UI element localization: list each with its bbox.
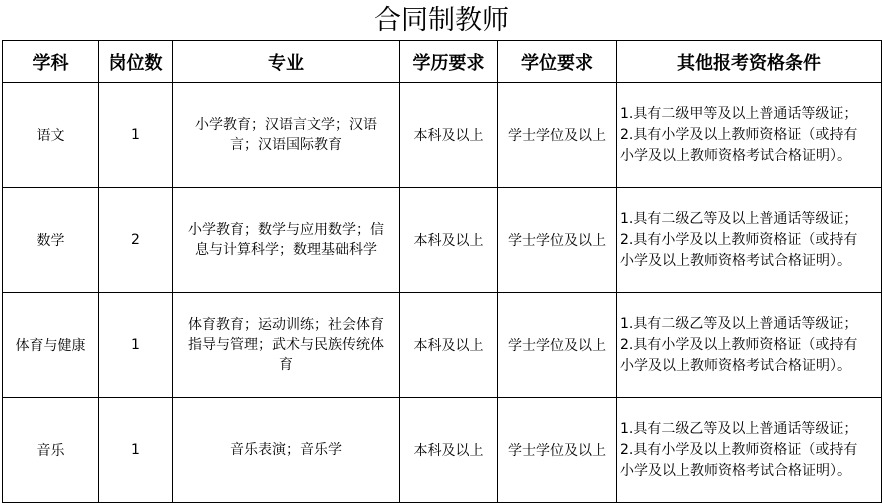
- education-cell: 本科及以上: [400, 83, 498, 188]
- condition-line: 小学及以上教师资格考试合格证明）。: [620, 252, 851, 269]
- degree-cell: 学士学位及以上: [498, 398, 617, 503]
- conditions-cell: [617, 398, 882, 503]
- positions-cell: 1: [99, 293, 173, 398]
- header-positions: 岗位数: [99, 41, 173, 83]
- header-conditions: 其他报考资格条件: [617, 41, 882, 83]
- condition-line: 小学及以上教师资格考试合格证明）。: [620, 357, 851, 374]
- condition-line: 2.具有小学及以上教师资格证（或持有: [620, 336, 858, 353]
- education-cell: 本科及以上: [400, 188, 498, 293]
- major-cell: 体育教育；运动训练；社会体育指导与管理；武术与民族传统体育: [173, 293, 400, 398]
- subject-cell: 语文: [3, 83, 99, 188]
- table-row: [3, 293, 882, 398]
- header-education: 学历要求: [400, 41, 498, 83]
- conditions-cell: [617, 293, 882, 398]
- header-row: [3, 41, 882, 83]
- condition-line: 2.具有小学及以上教师资格证（或持有: [620, 441, 858, 458]
- major-cell: 小学教育；数学与应用数学；信息与计算科学；数理基础科学: [173, 188, 400, 293]
- education-cell: 本科及以上: [400, 293, 498, 398]
- major-cell: 小学教育；汉语言文学；汉语言；汉语国际教育: [173, 83, 400, 188]
- page-title: 合同制教师: [374, 5, 509, 36]
- education-cell: 本科及以上: [400, 398, 498, 503]
- header-degree: 学位要求: [498, 41, 617, 83]
- condition-line: 1.具有二级乙等及以上普通话等级证；: [620, 210, 858, 227]
- degree-cell: 学士学位及以上: [498, 293, 617, 398]
- major-cell: 音乐表演；音乐学: [173, 398, 400, 503]
- table-row: [3, 188, 882, 293]
- conditions-cell: [617, 188, 882, 293]
- table-row: [3, 398, 882, 503]
- subject-cell: 数学: [3, 188, 99, 293]
- condition-line: 2.具有小学及以上教师资格证（或持有: [620, 231, 858, 248]
- condition-line: 1.具有二级乙等及以上普通话等级证；: [620, 420, 858, 437]
- condition-line: 1.具有二级乙等及以上普通话等级证；: [620, 315, 858, 332]
- degree-cell: 学士学位及以上: [498, 83, 617, 188]
- header-major: 专业: [173, 41, 400, 83]
- positions-cell: 1: [99, 83, 173, 188]
- condition-line: 1.具有二级甲等及以上普通话等级证；: [620, 105, 858, 122]
- degree-cell: 学士学位及以上: [498, 188, 617, 293]
- subject-cell: 体育与健康: [3, 293, 99, 398]
- condition-line: 小学及以上教师资格考试合格证明）。: [620, 147, 851, 164]
- table-row: [3, 83, 882, 188]
- recruitment-table: [2, 40, 882, 503]
- conditions-cell: [617, 83, 882, 188]
- positions-cell: 2: [99, 188, 173, 293]
- header-subject: 学科: [3, 41, 99, 83]
- positions-cell: 1: [99, 398, 173, 503]
- subject-cell: 音乐: [3, 398, 99, 503]
- condition-line: 2.具有小学及以上教师资格证（或持有: [620, 126, 858, 143]
- condition-line: 小学及以上教师资格考试合格证明）。: [620, 462, 851, 479]
